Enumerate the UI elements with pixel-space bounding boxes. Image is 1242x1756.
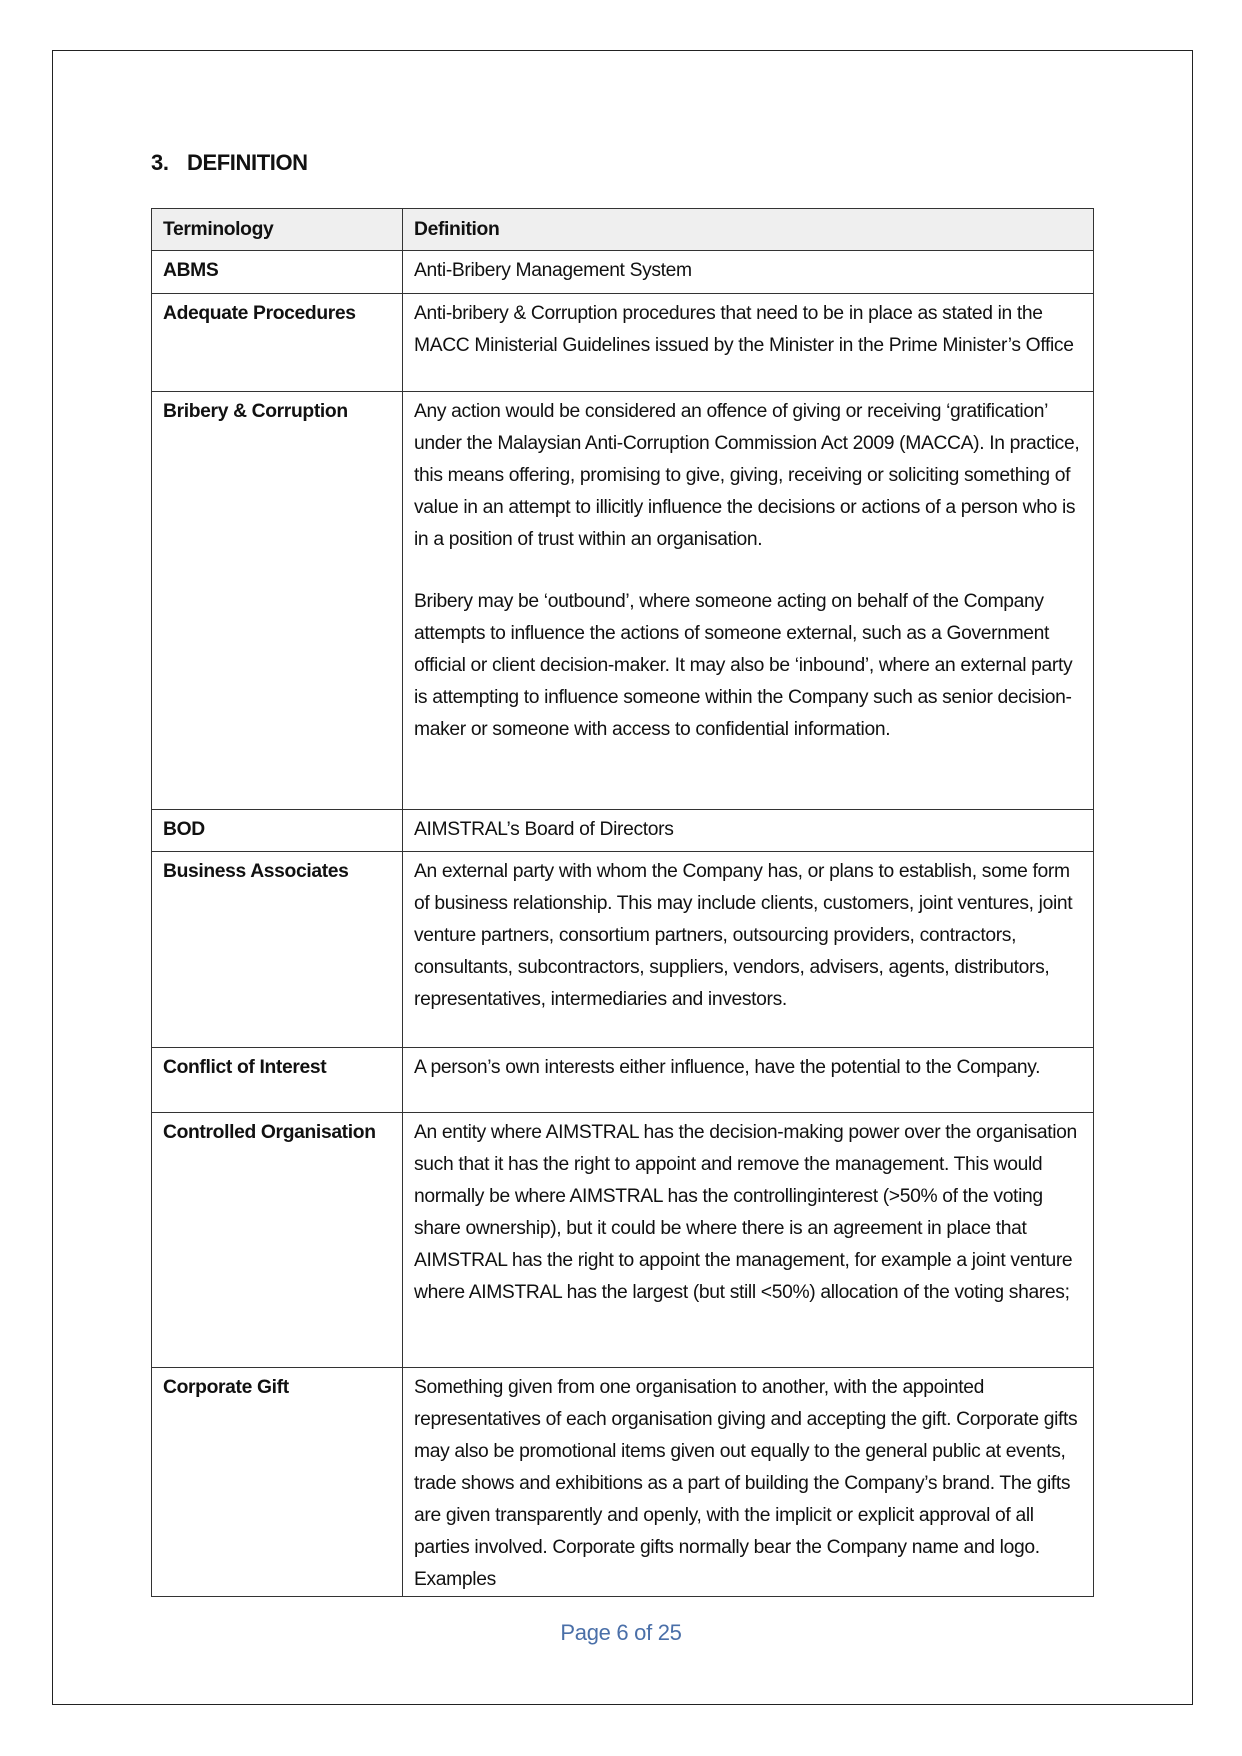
definition-text: Bribery may be ‘outbound’, where someone acting on behalf of the Company attempts to influence the actions of someone external, such as a Government official or client decision-maker. It may also be ‘inbound’, where an external party is attempting to influence someone within the Company such as senior decision-maker or someone with access to confidential information.: [414, 591, 1073, 740]
term-cell: Corporate Gift: [152, 1368, 403, 1597]
term-cell: Conflict of Interest: [152, 1048, 403, 1113]
term-cell: Controlled Organisation: [152, 1113, 403, 1368]
paragraph-gap: [414, 556, 1082, 586]
term-cell: BOD: [152, 810, 403, 852]
term-cell: Adequate Procedures: [152, 294, 403, 392]
definition-cell: [403, 294, 1094, 392]
term-cell: Business Associates: [152, 852, 403, 1048]
definition-cell: [403, 251, 1094, 294]
definition-cell: [403, 392, 1094, 810]
definition-text: Anti-Bribery Management System: [414, 260, 692, 281]
definition-table: [151, 208, 1094, 1597]
table-row: [152, 1368, 1094, 1597]
table-row: [152, 392, 1094, 810]
table-row: [152, 1048, 1094, 1113]
term-cell: Bribery & Corruption: [152, 392, 403, 810]
table-row: [152, 294, 1094, 392]
definition-text: A person’s own interests either influence, have the potential to the Company.: [414, 1057, 1041, 1078]
definition-cell: [403, 1368, 1094, 1597]
definition-text: An external party with whom the Company has, or plans to establish, some form of business relationship. This may include clients, customers, joint ventures, joint venture partners, consortium partners, outsourcing providers, contractors, consultants, subcontractors, suppliers, vendors, advisers, agents, distributors, representatives, intermediaries and investors.: [414, 861, 1073, 1010]
definition-cell: [403, 1048, 1094, 1113]
table-row: [152, 1113, 1094, 1368]
header-definition: Definition: [403, 209, 1094, 251]
definition-text: AIMSTRAL’s Board of Directors: [414, 819, 674, 840]
definition-cell: [403, 1113, 1094, 1368]
definition-text: Something given from one organisation to another, with the appointed representatives of each organisation giving and accepting the gift. Corporate gifts may also be promotional items given out equally to the general public at events, trade shows and exhibitions as a part of building the Company’s brand. The gifts are given transparently and openly, with the implicit or explicit approval of all parties involved. Corporate gifts normally bear the Company name and logo. Examples: [414, 1377, 1078, 1590]
page-number: Page 6 of 25: [560, 1620, 682, 1645]
definition-text: Any action would be considered an offence of giving or receiving ‘gratification’ under the Malaysian Anti-Corruption Commission Act 2009 (MACCA). In practice, this means offering, promising to give, giving, receiving or soliciting something of value in an attempt to illicitly influence the decisions or actions of a person who is in a position of trust within an organisation.: [414, 401, 1080, 550]
definition-text: An entity where AIMSTRAL has the decision-making power over the organisation such that it has the right to appoint and remove the management. This would normally be where AIMSTRAL has the controllinginterest (>50% of the voting share ownership), but it could be where there is an agreement in place that AIMSTRAL has the right to appoint the management, for example a joint venture where AIMSTRAL has the largest (but still <50%) allocation of the voting shares;: [414, 1122, 1077, 1303]
definition-cell: [403, 852, 1094, 1048]
section-heading: [151, 150, 308, 176]
table-row: [152, 251, 1094, 294]
table-row: [152, 852, 1094, 1048]
header-terminology: Terminology: [152, 209, 403, 251]
definition-text: Anti-bribery & Corruption procedures that need to be in place as stated in the MACC Ministerial Guidelines issued by the Minister in the Prime Minister’s Office: [414, 303, 1074, 356]
table-row: [152, 810, 1094, 852]
term-cell: ABMS: [152, 251, 403, 294]
table-header-row: [152, 209, 1094, 251]
definition-cell: [403, 810, 1094, 852]
section-title: DEFINITION: [187, 150, 308, 175]
section-number: 3.: [151, 150, 169, 175]
